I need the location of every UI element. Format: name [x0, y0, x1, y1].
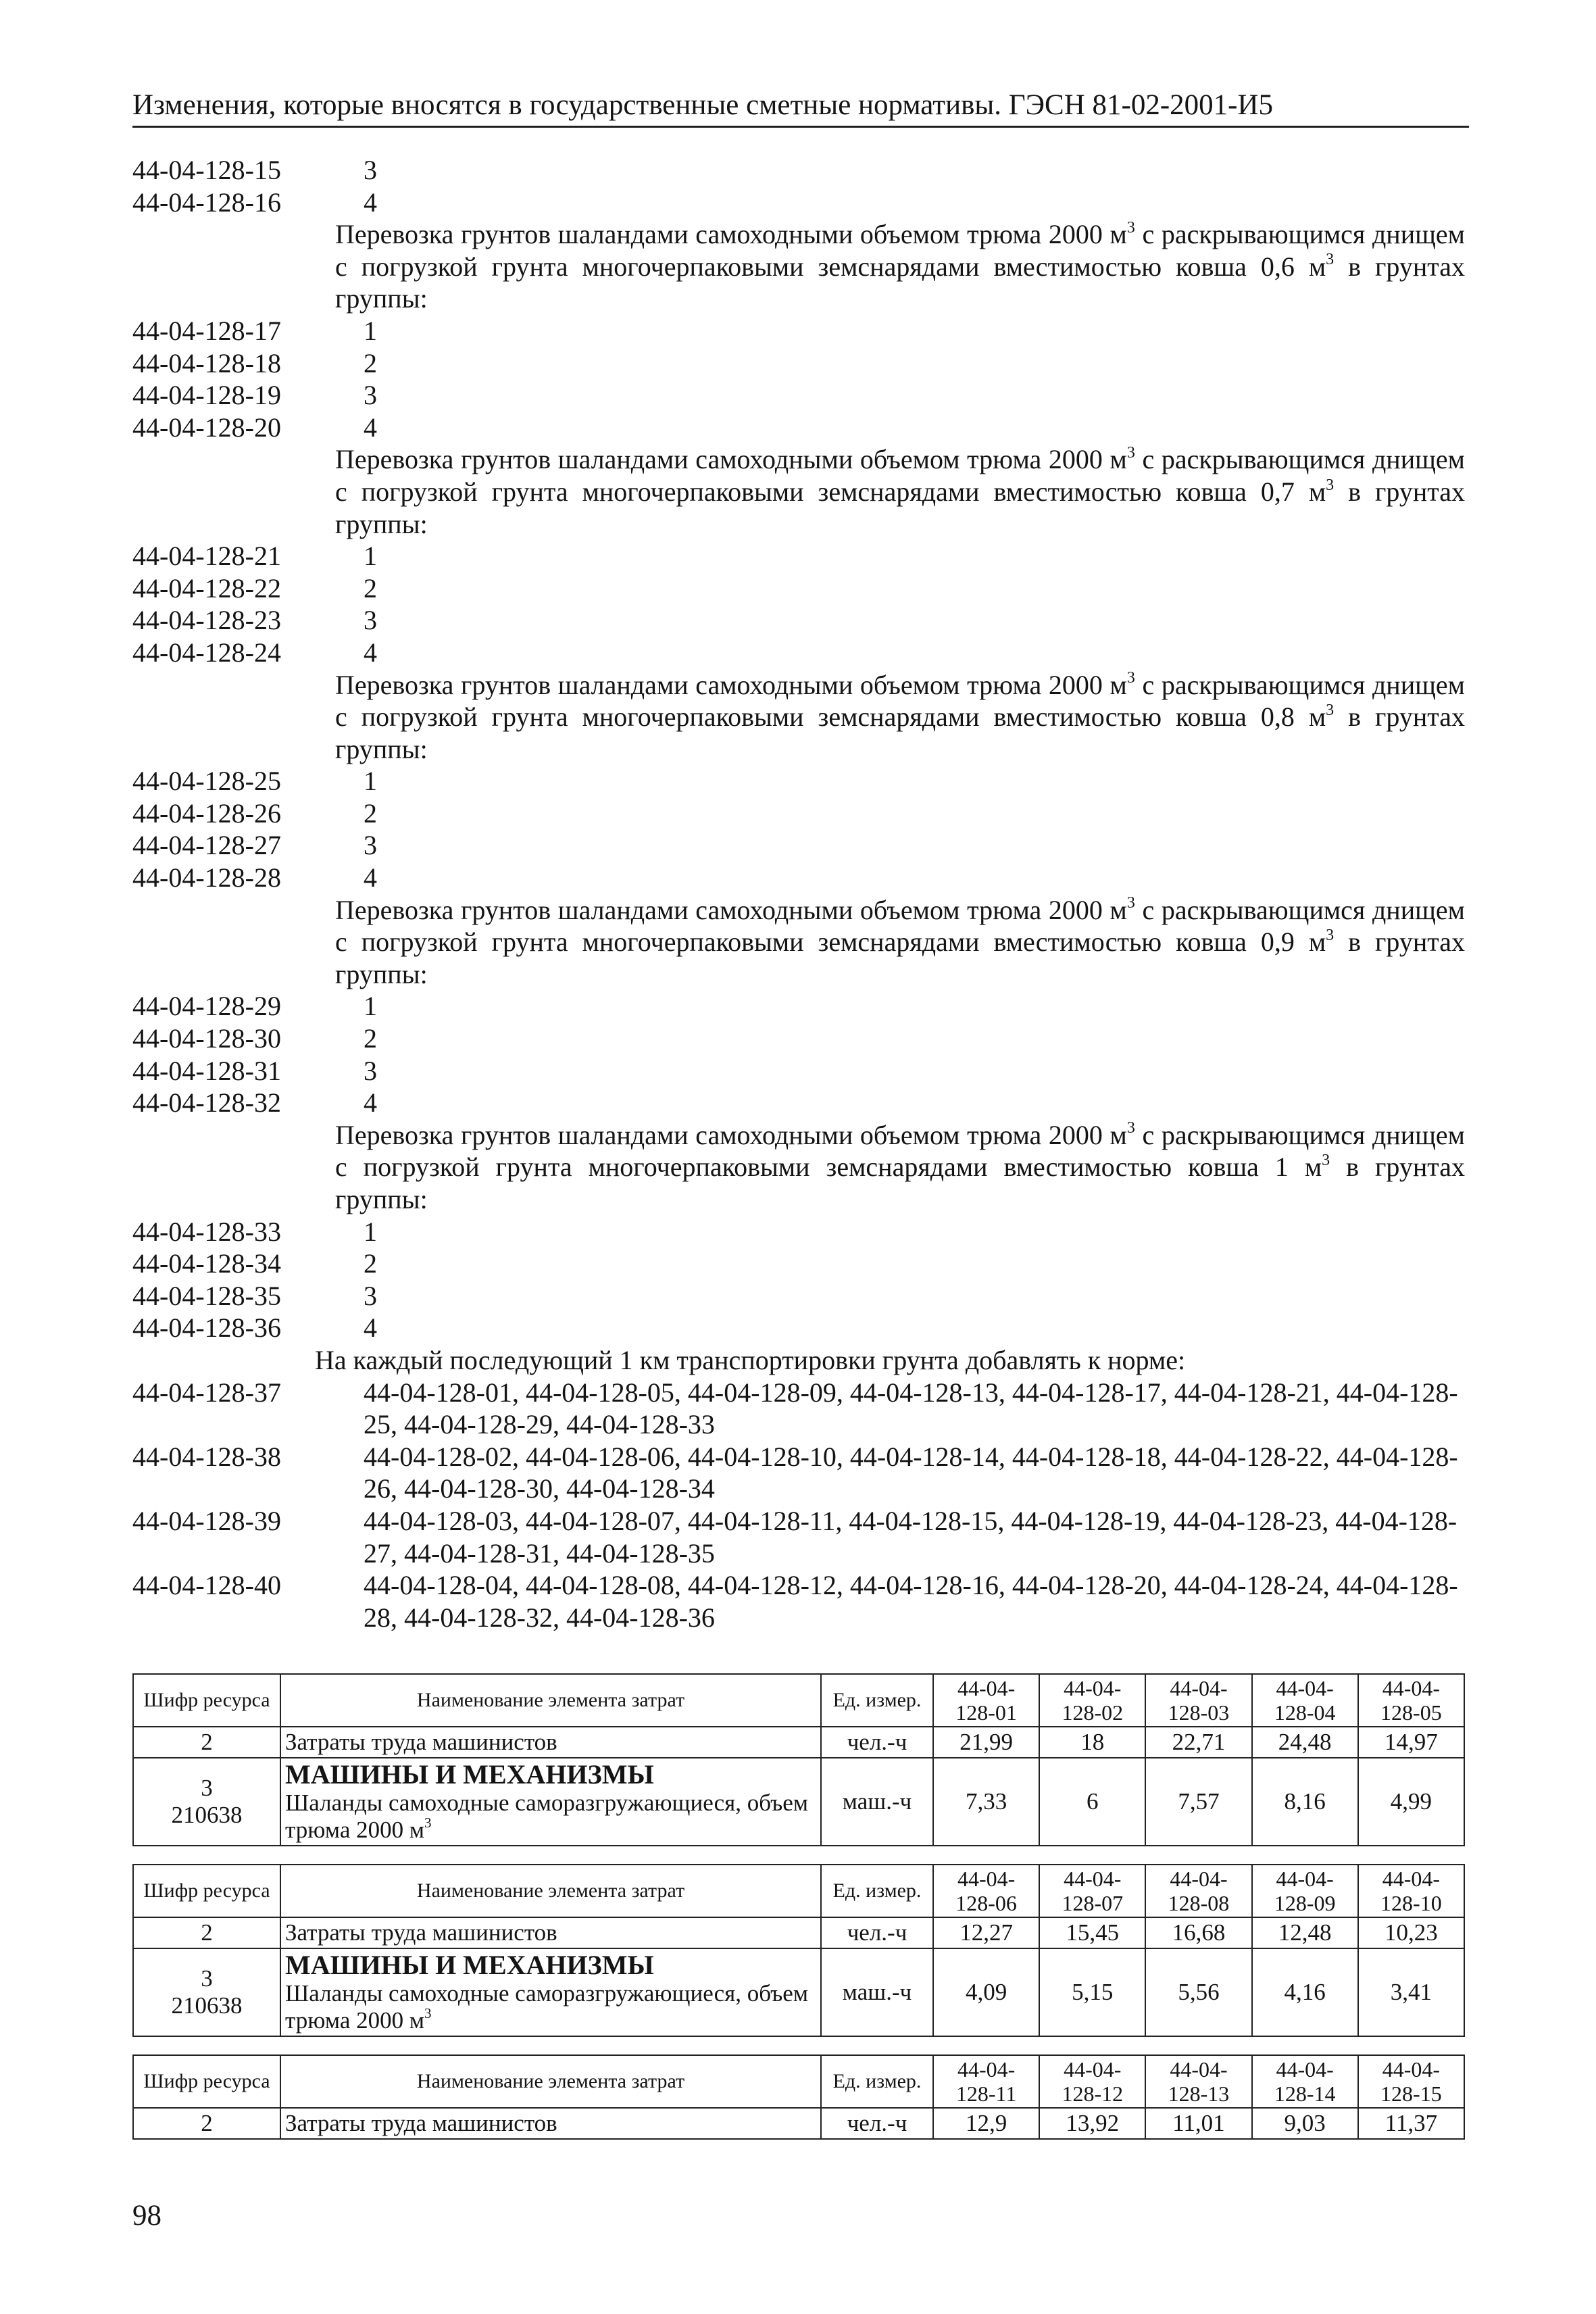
header-cell: 44-04-128-14 [1252, 2055, 1358, 2108]
resource-unit: маш.-ч [821, 1948, 933, 2036]
norm-code: 44-04-128-34 [132, 1248, 281, 1279]
list-item [132, 1505, 1477, 1569]
list-item [132, 1087, 1477, 1119]
header-cell: Ед. измер. [821, 1865, 933, 1917]
norm-code: 44-04-128-33 [132, 1216, 281, 1247]
soil-group-number: 2 [364, 347, 377, 378]
table-cell: 3,41 [1358, 1948, 1464, 2036]
table-cell: 4,09 [933, 1948, 1039, 2036]
soil-group-number: 3 [364, 1055, 377, 1086]
addition-title: На каждый последующий 1 км транспортировки грунта добавлять к норме: [315, 1344, 1186, 1375]
group-description: Перевозка грунтов шаландами самоходными объемом трюма 2000 $м^3$ с раскрывающимся днищем с погрузкой грунта многочерпаковыми земснарядами вместимостью ковша 1 $м^3$ в грунтах группы: [335, 1119, 1465, 1214]
list-item [132, 315, 1477, 347]
header-cell: 44-04-128-07 [1039, 1865, 1145, 1917]
soil-group-number: 4 [364, 412, 377, 443]
soil-group-number: 4 [364, 1087, 377, 1118]
norm-references: 44-04-128-03, 44-04-128-07, 44-04-128-11, 44-04-128-15, 44-04-128-19, 44-04-128-23, 44-04-128-27, 44-04-128-31, 44-04-128-35 [364, 1505, 1457, 1569]
norm-references: 44-04-128-02, 44-04-128-06, 44-04-128-10, 44-04-128-14, 44-04-128-18, 44-04-128-22, 44-04-128-26, 44-04-128-30, 44-04-128-34 [364, 1441, 1458, 1504]
resource-code: 2 [133, 1917, 280, 1948]
table-row [133, 1758, 1464, 1846]
table-cell: 5,56 [1145, 1948, 1251, 2036]
list-item [132, 1023, 1477, 1055]
resource-name: МАШИНЫ И МЕХАНИЗМЫ Шаланды самоходные саморазгружающиеся, объем трюма 2000 $м^3$ [280, 1948, 821, 2036]
soil-group-number: 3 [364, 1280, 377, 1311]
table-cell: 8,16 [1252, 1758, 1358, 1846]
header-cell: 44-04-128-03 [1145, 1674, 1251, 1727]
list-item [132, 572, 1477, 605]
header-cell: 44-04-128-08 [1145, 1865, 1251, 1917]
list-item [132, 637, 1477, 669]
norm-code: 44-04-128-38 [132, 1441, 281, 1472]
resource-table [132, 1673, 1465, 1846]
header-cell: 44-04-128-15 [1358, 2055, 1464, 2108]
header-cell: 44-04-128-09 [1252, 1865, 1358, 1917]
soil-group-number: 1 [364, 315, 377, 346]
header-cell: 44-04-128-10 [1358, 1865, 1464, 1917]
resource-unit: чел.-ч [821, 1917, 933, 1948]
table-cell: 11,01 [1145, 2108, 1251, 2139]
norm-code: 44-04-128-31 [132, 1055, 281, 1086]
resource-table [132, 2054, 1465, 2140]
header-cell: 44-04-128-05 [1358, 1674, 1464, 1727]
header-cell: Наименование элемента затрат [280, 1674, 821, 1727]
norm-code: 44-04-128-23 [132, 605, 281, 636]
table-cell: 14,97 [1358, 1727, 1464, 1758]
soil-group-number: 1 [364, 1216, 377, 1247]
table-row [133, 1948, 1464, 2036]
soil-group-number: 3 [364, 380, 377, 411]
resource-name: МАШИНЫ И МЕХАНИЗМЫ Шаланды самоходные саморазгружающиеся, объем трюма 2000 $м^3$ [280, 1758, 821, 1846]
list-item [132, 412, 1477, 444]
resource-name: Затраты труда машинистов [280, 1727, 821, 1758]
header-cell: 44-04-128-11 [933, 2055, 1039, 2108]
list-item [132, 829, 1477, 862]
norm-references: 44-04-128-04, 44-04-128-08, 44-04-128-12, 44-04-128-16, 44-04-128-20, 44-04-128-24, 44-04-128-28, 44-04-128-32, 44-04-128-36 [364, 1570, 1458, 1633]
soil-group-number: 1 [364, 991, 377, 1022]
soil-group-number: 4 [364, 862, 377, 893]
table-row [133, 1917, 1464, 1948]
norm-code: 44-04-128-17 [132, 315, 281, 346]
norm-code: 44-04-128-36 [132, 1312, 281, 1344]
resource-code: 2 [133, 2108, 280, 2139]
table-cell: 12,48 [1252, 1917, 1358, 1948]
resource-unit: маш.-ч [821, 1758, 933, 1846]
group-description: Перевозка грунтов шаландами самоходными объемом трюма 2000 $м^3$ с раскрывающимся днищем с погрузкой грунта многочерпаковыми земснарядами вместимостью ковша 0,9 $м^3$ в грунтах группы: [335, 894, 1465, 989]
norm-code: 44-04-128-22 [132, 572, 281, 604]
norm-code: 44-04-128-27 [132, 830, 281, 861]
header-cell: 44-04-128-01 [933, 1674, 1039, 1727]
soil-group-number: 1 [364, 541, 377, 572]
table-cell: 18 [1039, 1727, 1145, 1758]
list-item [132, 379, 1477, 412]
soil-group-number: 2 [364, 1248, 377, 1279]
header-cell: Шифр ресурса [133, 1865, 280, 1917]
table-header-row [133, 2055, 1464, 2108]
table-cell: 4,16 [1252, 1948, 1358, 2036]
soil-group-number: 2 [364, 1023, 377, 1054]
list-item [132, 540, 1477, 572]
norm-code: 44-04-128-28 [132, 862, 281, 893]
norm-code: 44-04-128-18 [132, 347, 281, 378]
list-item [132, 1441, 1477, 1505]
table-cell: 4,99 [1358, 1758, 1464, 1846]
table-cell: 21,99 [933, 1727, 1039, 1758]
header-cell: Ед. измер. [821, 2055, 933, 2108]
norm-code: 44-04-128-39 [132, 1505, 281, 1536]
norm-code: 44-04-128-15 [132, 155, 281, 185]
norm-code: 44-04-128-37 [132, 1377, 281, 1408]
table-header-row [133, 1674, 1464, 1727]
table-row [133, 1727, 1464, 1758]
resource-table [132, 1864, 1465, 2037]
list-item [132, 990, 1477, 1023]
list-item [132, 862, 1477, 894]
category-title: МАШИНЫ И МЕХАНИЗМЫ [285, 1950, 654, 1980]
list-item [132, 765, 1477, 797]
resource-code: 2 [133, 1727, 280, 1758]
norm-code: 44-04-128-16 [132, 187, 281, 218]
category-title: МАШИНЫ И МЕХАНИЗМЫ [285, 1759, 654, 1790]
table-cell: 7,57 [1145, 1758, 1251, 1846]
list-item [132, 1055, 1477, 1087]
table-cell: 12,9 [933, 2108, 1039, 2139]
running-header: Изменения, которые вносятся в государственные сметные нормативы. ГЭСН 81-02-2001-И5 [132, 87, 1469, 128]
soil-group-number: 4 [364, 1312, 377, 1344]
soil-group-number: 1 [364, 766, 377, 797]
header-cell: 44-04-128-02 [1039, 1674, 1145, 1727]
soil-group-number: 2 [364, 797, 377, 829]
list-item [132, 1280, 1477, 1312]
table-cell: 24,48 [1252, 1727, 1358, 1758]
resource-unit: чел.-ч [821, 2108, 933, 2139]
table-cell: 6 [1039, 1758, 1145, 1846]
norm-code: 44-04-128-20 [132, 412, 281, 443]
soil-group-number: 3 [364, 830, 377, 861]
list-item [132, 1569, 1477, 1633]
list-item [132, 1248, 1477, 1280]
group-description: Перевозка грунтов шаландами самоходными объемом трюма 2000 $м^3$ с раскрывающимся днищем с погрузкой грунта многочерпаковыми земснарядами вместимостью ковша 0,6 $м^3$ в грунтах группы: [335, 218, 1465, 314]
table-cell: 15,45 [1039, 1917, 1145, 1948]
list-item [132, 154, 1477, 187]
norm-code: 44-04-128-21 [132, 541, 281, 572]
table-cell: 9,03 [1252, 2108, 1358, 2139]
soil-group-number: 3 [364, 605, 377, 636]
resource-name: Затраты труда машинистов [280, 2108, 821, 2139]
header-cell: Наименование элемента затрат [280, 2055, 821, 2108]
header-cell: Шифр ресурса [133, 2055, 280, 2108]
norm-code: 44-04-128-40 [132, 1570, 281, 1601]
page-number: 98 [132, 2200, 161, 2232]
table-cell: 16,68 [1145, 1917, 1251, 1948]
header-cell: Шифр ресурса [133, 1674, 280, 1727]
table-row [133, 2108, 1464, 2139]
resource-name: Затраты труда машинистов [280, 1917, 821, 1948]
header-cell: Наименование элемента затрат [280, 1865, 821, 1917]
header-cell: 44-04-128-06 [933, 1865, 1039, 1917]
norm-code: 44-04-128-35 [132, 1280, 281, 1311]
norm-list [132, 154, 1477, 1633]
resource-code: 3 210638 [133, 1948, 280, 2036]
soil-group-number: 4 [364, 637, 377, 668]
header-cell: 44-04-128-12 [1039, 2055, 1145, 2108]
norm-code: 44-04-128-26 [132, 797, 281, 829]
list-item [132, 604, 1477, 637]
norm-code: 44-04-128-24 [132, 637, 281, 668]
list-item [132, 347, 1477, 380]
list-item [132, 1216, 1477, 1248]
table-cell: 11,37 [1358, 2108, 1464, 2139]
norm-code: 44-04-128-30 [132, 1023, 281, 1054]
norm-code: 44-04-128-19 [132, 380, 281, 411]
list-item [132, 797, 1477, 830]
table-cell: 5,15 [1039, 1948, 1145, 2036]
resource-code: 3 210638 [133, 1758, 280, 1846]
list-item [132, 187, 1477, 219]
table-cell: 13,92 [1039, 2108, 1145, 2139]
header-cell: Ед. измер. [821, 1674, 933, 1727]
group-description: Перевозка грунтов шаландами самоходными объемом трюма 2000 $м^3$ с раскрывающимся днищем с погрузкой грунта многочерпаковыми земснарядами вместимостью ковша 0,7 $м^3$ в грунтах группы: [335, 444, 1465, 539]
header-cell: 44-04-128-04 [1252, 1674, 1358, 1727]
norm-code: 44-04-128-29 [132, 991, 281, 1022]
norm-code: 44-04-128-25 [132, 766, 281, 797]
table-cell: 7,33 [933, 1758, 1039, 1846]
list-item [132, 1312, 1477, 1344]
norm-code: 44-04-128-32 [132, 1087, 281, 1118]
list-item [132, 1377, 1477, 1441]
header-cell: 44-04-128-13 [1145, 2055, 1251, 2108]
table-cell: 12,27 [933, 1917, 1039, 1948]
soil-group-number: 4 [364, 187, 377, 218]
table-cell: 10,23 [1358, 1917, 1464, 1948]
group-description: Перевозка грунтов шаландами самоходными объемом трюма 2000 $м^3$ с раскрывающимся днищем с погрузкой грунта многочерпаковыми земснарядами вместимостью ковша 0,8 $м^3$ в грунтах группы: [335, 669, 1465, 764]
norm-references: 44-04-128-01, 44-04-128-05, 44-04-128-09, 44-04-128-13, 44-04-128-17, 44-04-128-21, 44-04-128-25, 44-04-128-29, 44-04-128-33 [364, 1377, 1458, 1440]
table-header-row [133, 1865, 1464, 1917]
soil-group-number: 3 [364, 155, 377, 185]
table-cell: 22,71 [1145, 1727, 1251, 1758]
soil-group-number: 2 [364, 572, 377, 604]
resource-unit: чел.-ч [821, 1727, 933, 1758]
